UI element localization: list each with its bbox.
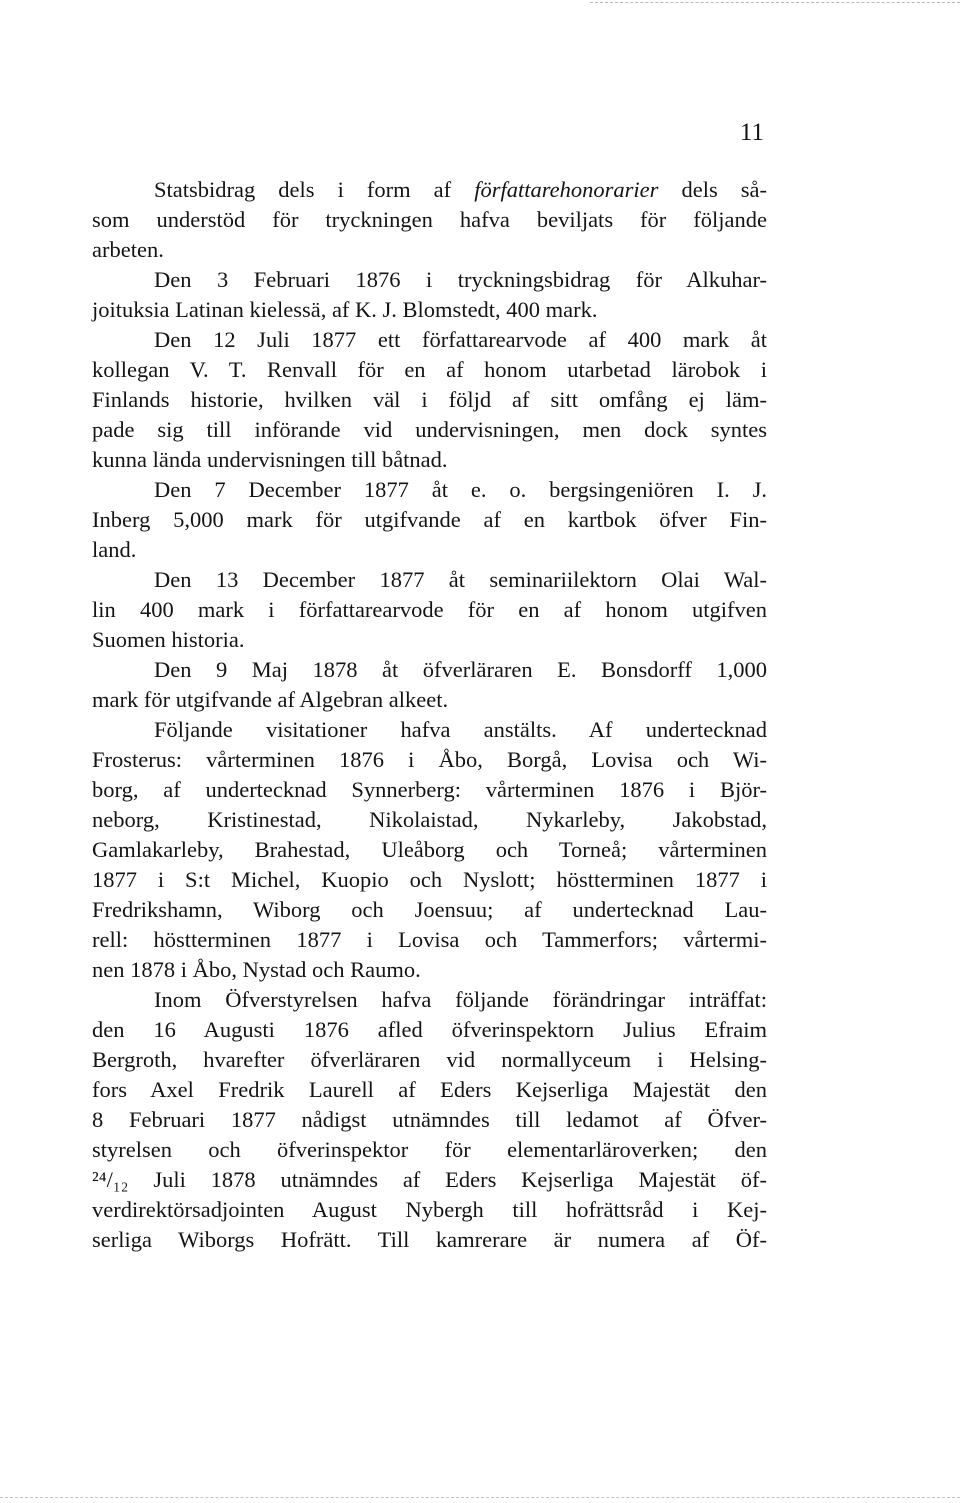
text-line <box>92 895 767 925</box>
text-line <box>92 595 767 625</box>
text-line <box>92 385 767 415</box>
text-line-content: Den 12 Juli 1877 ett författarearvode af 400 mark åt <box>154 327 767 352</box>
text-line <box>92 1195 767 1225</box>
text-line <box>92 445 767 475</box>
text-line <box>92 985 767 1015</box>
text-line <box>92 685 767 715</box>
text-line <box>92 1105 767 1135</box>
text-line <box>92 1045 767 1075</box>
text-line <box>92 775 767 805</box>
text-line-content: Den 13 December 1877 åt seminariilektorn Olai Wal- <box>154 567 767 592</box>
scan-edge-bottom <box>0 1497 960 1499</box>
text-line <box>92 475 767 505</box>
text-line <box>92 655 767 685</box>
text-line-content: den 16 Augusti 1876 afled öfverinspektorn Julius Efraim <box>92 1017 767 1042</box>
text-line-content: Fredrikshamn, Wiborg och Joensuu; af undertecknad Lau- <box>92 897 767 922</box>
scan-edge-top <box>590 2 960 4</box>
text-line-content: Följande visitationer hafva anstälts. Af undertecknad <box>154 717 767 742</box>
text-line-content: joituksia Latinan kielessä, af K. J. Blomstedt, 400 mark. <box>92 297 598 322</box>
text-line-content: fors Axel Fredrik Laurell af Eders Kejserliga Majestät den <box>92 1077 767 1102</box>
text-line <box>92 355 767 385</box>
text-line <box>92 835 767 865</box>
text-line-content: verdirektörsadjointen August Nybergh till hofrättsråd i Kej- <box>92 1197 767 1222</box>
text-line <box>92 745 767 775</box>
text-line-content: Den 3 Februari 1876 i tryckningsbidrag för Alkuhar- <box>154 267 767 292</box>
text-line-content: Finlands historie, hvilken väl i följd af sitt omfång ej läm- <box>92 387 767 412</box>
text-line <box>92 325 767 355</box>
text-line-continuation: dels så- <box>658 177 767 202</box>
text-line-content: Inberg 5,000 mark för utgifvande af en kartbok öfver Fin- <box>92 507 767 532</box>
text-line-italic: författarehonorarier <box>474 177 659 202</box>
text-line <box>92 1165 767 1195</box>
text-line <box>92 175 767 205</box>
text-line-content: 1877 i S:t Michel, Kuopio och Nyslott; höstterminen 1877 i <box>92 867 767 892</box>
text-line-content: Suomen historia. <box>92 627 245 652</box>
text-line-content: som understöd för tryckningen hafva beviljats för följande <box>92 207 767 232</box>
text-line <box>92 865 767 895</box>
text-line-content: nen 1878 i Åbo, Nystad och Raumo. <box>92 957 421 982</box>
text-line <box>92 625 767 655</box>
text-line-content: mark för utgifvande af Algebran alkeet. <box>92 687 449 712</box>
text-line-content: kunna lända undervisningen till båtnad. <box>92 447 448 472</box>
text-line <box>92 565 767 595</box>
text-line <box>92 1015 767 1045</box>
text-line <box>92 715 767 745</box>
text-line-content: kollegan V. T. Renvall för en af honom utarbetad lärobok i <box>92 357 767 382</box>
text-line <box>92 925 767 955</box>
text-line-content: neborg, Kristinestad, Nikolaistad, Nykarleby, Jakobstad, <box>92 807 767 832</box>
text-line <box>92 955 767 985</box>
text-line-content: Frosterus: vårterminen 1876 i Åbo, Borgå, Lovisa och Wi- <box>92 747 767 772</box>
text-line <box>92 535 767 565</box>
text-line <box>92 235 767 265</box>
text-line-content: borg, af undertecknad Synnerberg: vårterminen 1876 i Björ- <box>92 777 767 802</box>
text-line <box>92 415 767 445</box>
text-line <box>92 1225 767 1255</box>
text-line-content: Gamlakarleby, Brahestad, Uleåborg och Torneå; vårterminen <box>92 837 767 862</box>
text-line <box>92 505 767 535</box>
text-line-content: pade sig till införande vid undervisningen, men dock syntes <box>92 417 767 442</box>
text-line-content: Inom Öfverstyrelsen hafva följande förändringar inträffat: <box>154 987 767 1012</box>
body-text <box>92 175 767 1255</box>
text-line-content: styrelsen och öfverinspektor för elementarläroverken; den <box>92 1137 767 1162</box>
text-line-content: 8 Februari 1877 nådigst utnämndes till ledamot af Öfver- <box>92 1107 767 1132</box>
text-line-content: Bergroth, hvarefter öfverläraren vid normallyceum i Helsing- <box>92 1047 767 1072</box>
text-line <box>92 205 767 235</box>
text-line <box>92 1135 767 1165</box>
page-number: 11 <box>739 119 764 146</box>
text-line <box>92 805 767 835</box>
text-line <box>92 295 767 325</box>
text-line-content: land. <box>92 537 137 562</box>
text-line-content: Statsbidrag dels i form af <box>154 177 475 202</box>
text-line-content: serliga Wiborgs Hofrätt. Till kamrerare är numera af Öf- <box>92 1227 767 1252</box>
text-line-content: ²⁴/₁₂ Juli 1878 utnämndes af Eders Kejserliga Majestät öf- <box>92 1167 767 1192</box>
text-line <box>92 265 767 295</box>
text-line-content: Den 9 Maj 1878 åt öfverläraren E. Bonsdorff 1,000 <box>154 657 767 682</box>
text-line-content: Den 7 December 1877 åt e. o. bergsingeniören I. J. <box>154 477 767 502</box>
text-line-content: lin 400 mark i författarearvode för en af honom utgifven <box>92 597 767 622</box>
text-line-content: arbeten. <box>92 237 164 262</box>
text-line <box>92 1075 767 1105</box>
text-line-content: rell: höstterminen 1877 i Lovisa och Tammerfors; vårtermi- <box>92 927 767 952</box>
